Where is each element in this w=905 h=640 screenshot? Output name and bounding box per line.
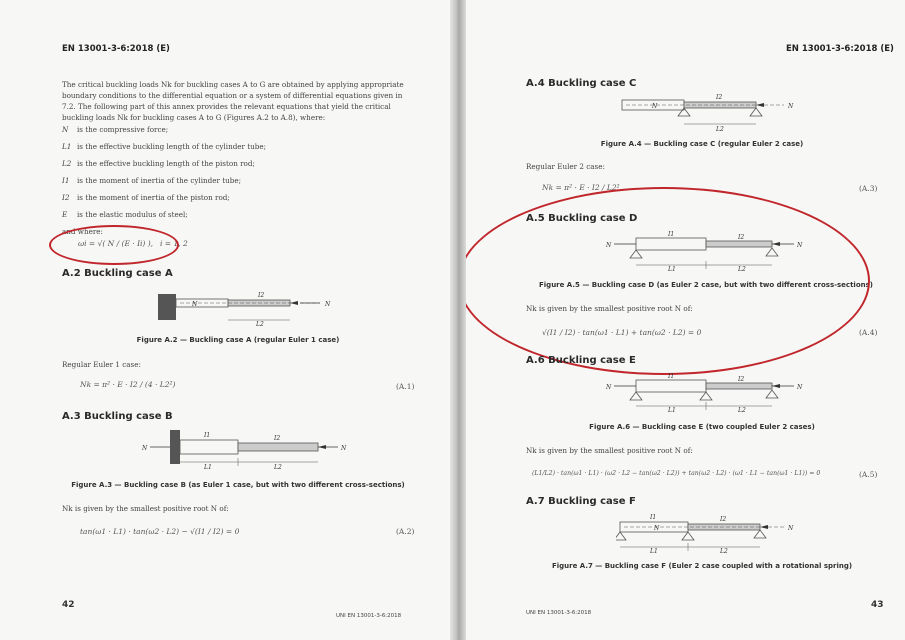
equation-formula: √(I1 / I2) · tan(ω1 · L1) + tan(ω2 · L2) = 0 bbox=[542, 328, 702, 337]
roller-support bbox=[682, 532, 694, 540]
section-title: A.7 Buckling case F bbox=[526, 496, 636, 507]
intro-paragraph: The critical buckling loads Nk for buckling cases A to G are obtained by applying appropriate boundary conditions to the differential equation or a system of differential equations given in 7.2. The following part of this annex provides the relevant equations that yield the critical buckling loads Nk for buckling cases A to G (Figures A.2 to A.8), where: bbox=[62, 80, 404, 122]
force-label: N bbox=[788, 103, 794, 110]
equation-number: (A.5) bbox=[859, 470, 878, 479]
figure-caption: Figure A.2 — Buckling case A (regular Euler 1 case) bbox=[136, 336, 340, 344]
figure-a3-diagram bbox=[140, 426, 350, 470]
length-label: L1 bbox=[668, 266, 676, 272]
figure-a2-diagram bbox=[150, 286, 340, 328]
force-label: N bbox=[797, 242, 803, 249]
length-label: L1 bbox=[668, 407, 676, 414]
inertia-label: I1 bbox=[668, 373, 675, 380]
page-footer: UNI EN 13001-3-6:2018 bbox=[526, 610, 592, 616]
nk-description: Nk is given by the smallest positive root N of: bbox=[526, 446, 693, 455]
length-label: L1 bbox=[204, 464, 212, 470]
pin-support bbox=[630, 392, 642, 400]
inertia-label: I2 bbox=[720, 516, 727, 523]
definitions-list bbox=[62, 124, 414, 237]
figure-a6-diagram bbox=[606, 372, 806, 414]
figure-caption: Figure A.7 — Buckling case F (Euler 2 case coupled with a rotational spring) bbox=[551, 562, 853, 570]
force-label: N bbox=[606, 384, 612, 391]
euler-formula: Nk = π² · E · I2 / (4 · L2²) bbox=[80, 380, 176, 389]
roller-support bbox=[700, 392, 712, 400]
page-number: 43 bbox=[871, 600, 884, 610]
definition-item: L1 is the effective buckling length of the cylinder tube; bbox=[62, 142, 267, 151]
force-label: N bbox=[654, 525, 660, 532]
section-title: A.5 Buckling case D bbox=[526, 213, 638, 224]
length-label: L2 bbox=[716, 126, 724, 132]
force-label: N bbox=[142, 445, 148, 452]
definition-item: L2 is the effective buckling length of the piston rod; bbox=[62, 159, 255, 168]
inertia-label: I2 bbox=[274, 435, 281, 442]
section-title: A.6 Buckling case E bbox=[526, 355, 636, 366]
inertia-label: I2 bbox=[258, 292, 265, 299]
definition-item: I2 is the moment of inertia of the piston rod; bbox=[62, 193, 230, 202]
length-label: L1 bbox=[650, 548, 658, 554]
inertia-label: I1 bbox=[650, 514, 657, 521]
section-title: A.4 Buckling case C bbox=[526, 78, 637, 89]
pin-support bbox=[616, 532, 626, 540]
figure-caption: Figure A.4 — Buckling case C (regular Euler 2 case) bbox=[600, 140, 804, 148]
force-label: N bbox=[192, 301, 198, 308]
roller-support bbox=[766, 390, 778, 398]
inertia-label: I1 bbox=[204, 432, 211, 439]
figure-caption: Figure A.5 — Buckling case D (as Euler 2 case, but with two different cross-sections) bbox=[539, 281, 873, 289]
euler-formula: Nk = π² · E · I2 / L2² bbox=[542, 183, 620, 192]
page-footer: UNI EN 13001-3-6:2018 bbox=[336, 613, 402, 619]
force-label: N bbox=[652, 103, 658, 110]
book-gutter bbox=[450, 0, 466, 640]
equation-number: (A.2) bbox=[396, 527, 415, 536]
page-right bbox=[466, 0, 905, 640]
page-header: EN 13001-3-6:2018 (E) bbox=[62, 44, 170, 54]
page-header: EN 13001-3-6:2018 (E) bbox=[786, 44, 894, 54]
length-label: L2 bbox=[738, 407, 746, 414]
inertia-label: I2 bbox=[738, 376, 745, 383]
page-left bbox=[0, 0, 450, 640]
force-label: N bbox=[797, 384, 803, 391]
force-label: N bbox=[325, 301, 331, 308]
omega-formula: ωi = √( N / (E · Ii) ), bbox=[78, 239, 154, 248]
nk-description: Nk is given by the smallest positive root N of: bbox=[526, 304, 693, 313]
definition-item: E is the elastic modulus of steel; bbox=[62, 210, 188, 219]
force-label: N bbox=[606, 242, 612, 249]
force-label: N bbox=[788, 525, 794, 532]
inertia-label: I2 bbox=[716, 94, 723, 101]
length-label: L2 bbox=[256, 321, 264, 328]
figure-a7-diagram bbox=[616, 510, 796, 554]
fixed-support bbox=[158, 294, 176, 320]
force-label: N bbox=[341, 445, 347, 452]
inertia-label: I1 bbox=[668, 231, 675, 238]
roller-support bbox=[750, 108, 762, 116]
section-title: A.3 Buckling case B bbox=[62, 411, 173, 422]
equation-number: (A.4) bbox=[859, 328, 878, 337]
equation-number: (A.1) bbox=[396, 382, 415, 391]
length-label: L2 bbox=[274, 464, 282, 470]
figure-a4-diagram bbox=[616, 90, 796, 132]
length-label: L2 bbox=[720, 548, 728, 554]
and-where-label: and where: bbox=[62, 227, 103, 236]
inertia-label: I2 bbox=[738, 234, 745, 241]
annotation-ellipse bbox=[466, 187, 870, 375]
equation-formula: tan(ω1 · L1) · tan(ω2 · L2) − √(I1 / I2) = 0 bbox=[80, 527, 240, 536]
roller-support bbox=[754, 530, 766, 538]
section-title: A.2 Buckling case A bbox=[62, 268, 173, 279]
figure-caption: Figure A.3 — Buckling case B (as Euler 1 case, but with two different cross-sections) bbox=[71, 481, 405, 489]
definition-item: I1 is the moment of inertia of the cylinder tube; bbox=[62, 176, 241, 185]
euler-label: Regular Euler 2 case: bbox=[526, 162, 605, 171]
figure-caption: Figure A.6 — Buckling case E (two coupled Euler 2 cases) bbox=[589, 423, 815, 431]
fixed-support bbox=[170, 430, 180, 464]
page-number: 42 bbox=[62, 600, 75, 610]
euler-label: Regular Euler 1 case: bbox=[62, 360, 141, 369]
equation-formula: (L1/L2) · tan(ω1 · L1) · (ω2 · L2 − tan(ω2 · L2)) + tan(ω2 · L2) · (ω1 · L1 − tan(ω1 · L1)) = 0 bbox=[532, 470, 821, 477]
length-label: L2 bbox=[738, 266, 746, 272]
omega-index: i = 1, 2 bbox=[160, 239, 188, 248]
nk-description: Nk is given by the smallest positive root N of: bbox=[62, 504, 229, 513]
equation-number: (A.3) bbox=[859, 184, 878, 193]
definition-item: N is the compressive force; bbox=[62, 125, 169, 134]
annotation-ellipse bbox=[49, 225, 179, 265]
